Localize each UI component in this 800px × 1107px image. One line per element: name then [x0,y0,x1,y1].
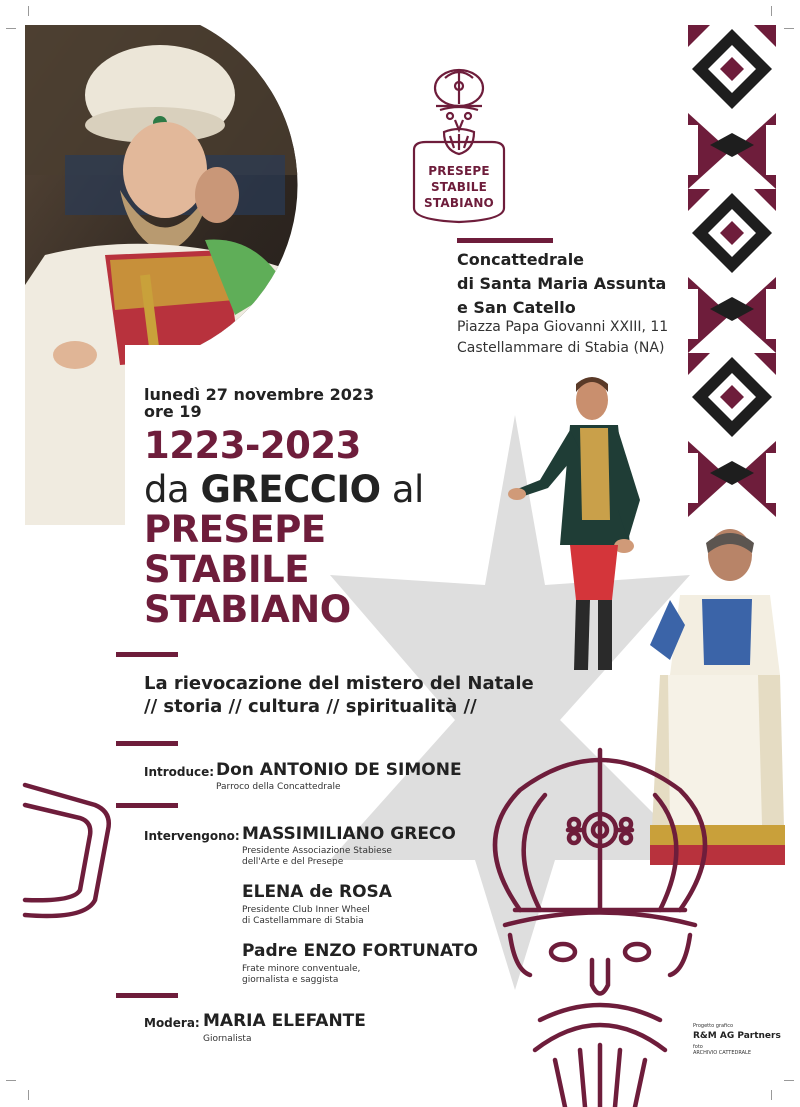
speaker-name: ELENA de ROSA [242,882,392,902]
speakers-label: Intervengono: [144,829,240,843]
title-al: al [391,468,424,511]
moderator-label: Modera: [144,1016,200,1030]
logo-text-line: PRESEPE [428,164,490,178]
subtitle: La rievocazione del mistero del Natale [144,673,534,694]
design-credit-label: Progetto grafico [693,1023,734,1029]
mascot-line-art-icon [0,720,800,1107]
moderator-role: Giornalista [203,1034,252,1044]
event-date: lunedì 27 novembre 2023 [144,385,375,404]
title-presepe: PRESEPE [144,508,326,551]
speaker-name: MASSIMILIANO GRECO [242,824,456,844]
logo-text-line: STABILE [430,180,488,194]
title-da: da [144,468,190,511]
title-stabile: STABILE [144,548,309,591]
venue-name: di Santa Maria Assunta [457,274,667,293]
speaker-role: Presidente Associazione Stabiese [242,846,392,856]
venue-address: Piazza Papa Giovanni XXIII, 11 [457,319,669,335]
introduce-label: Introduce: [144,765,215,779]
photo-credit-label: foto [693,1044,703,1050]
title-greccio: GRECCIO [200,468,381,511]
photo-credit-source: ARCHIVIO CATTEDRALE [693,1050,751,1056]
speaker-role: Presidente Club Inner Wheel [242,905,370,915]
event-time: ore 19 [144,402,202,421]
moderator-name: MARIA ELEFANTE [203,1011,366,1031]
logo-text-line: STABIANO [424,196,494,210]
title-line-greccio [144,468,424,511]
introducer-role: Parroco della Concattedrale [216,782,341,792]
presepe-stabile-stabiano-logo [410,58,508,226]
venue-divider [457,238,553,243]
decorative-pattern-strip [688,25,776,522]
venue-name: e San Catello [457,298,576,317]
title-years: 1223-2023 [144,424,361,467]
title-stabiano: STABIANO [144,588,351,631]
speaker-role: dell'Arte e del Presepe [242,857,344,867]
introducer-name: Don ANTONIO DE SIMONE [216,760,462,780]
speaker-role: Frate minore conventuale, [242,964,361,974]
speaker-role: di Castellammare di Stabia [242,916,364,926]
speaker-role: giornalista e saggista [242,975,339,985]
design-credit-name: R&M AG Partners [693,1031,781,1041]
subtitle-themes: // storia // cultura // spiritualità // [144,696,477,717]
section-divider [116,652,178,657]
venue-name: Concattedrale [457,250,585,269]
venue-address: Castellammare di Stabia (NA) [457,340,665,356]
speaker-name: Padre ENZO FORTUNATO [242,941,478,961]
